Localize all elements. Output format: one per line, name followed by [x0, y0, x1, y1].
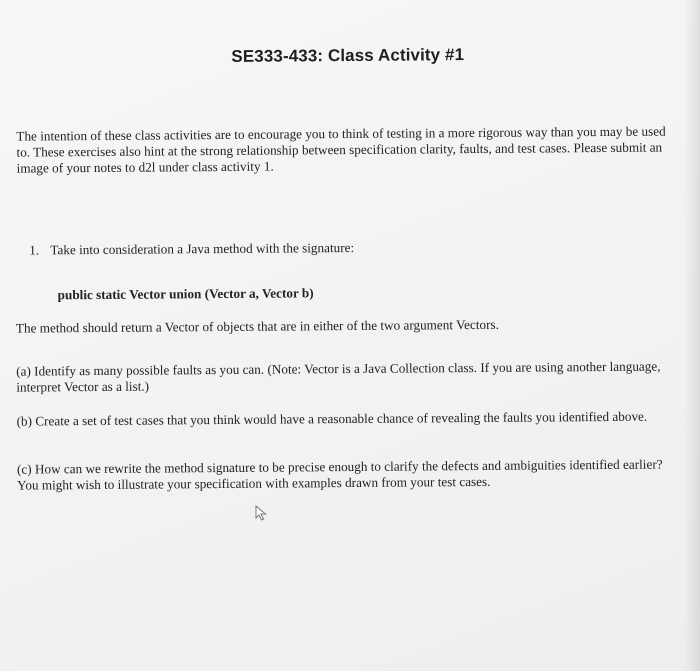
- page-edge-shadow: [684, 0, 700, 671]
- part-b: (b) Create a set of test cases that you think would have a reasonable chance of revealing the faults you identified above.: [16, 408, 648, 429]
- mouse-pointer-icon: [255, 505, 267, 521]
- method-signature: public static Vector union (Vector a, Vector b): [57, 285, 314, 303]
- document-title: SE333-433: Class Activity #1: [231, 45, 465, 66]
- question-number: 1.: [29, 242, 40, 258]
- question-1: [29, 238, 649, 259]
- method-description: The method should return a Vector of objects that are in either of the two argument Vectors.: [15, 316, 499, 336]
- part-a: (a) Identify as many possible faults as you can. (Note: Vector is a Java Collection class. If you are using another language, interpret Vector as a list.): [16, 358, 661, 395]
- part-c: (c) How can we rewrite the method signature to be precise enough to clarify the defects and ambiguities identified earlier? You might wish to illustrate your specification with examples drawn from your test cases.: [16, 456, 663, 493]
- intro-paragraph: The intention of these class activities are to encourage you to think of testing in a more rigorous way than you may be used to. These exercises also hint at the strong relationship between specification clarity, faults, and test cases. Please submit an image of your notes to d2l under class activity 1.: [16, 123, 666, 176]
- question-prompt: Take into consideration a Java method with the signature:: [50, 239, 355, 258]
